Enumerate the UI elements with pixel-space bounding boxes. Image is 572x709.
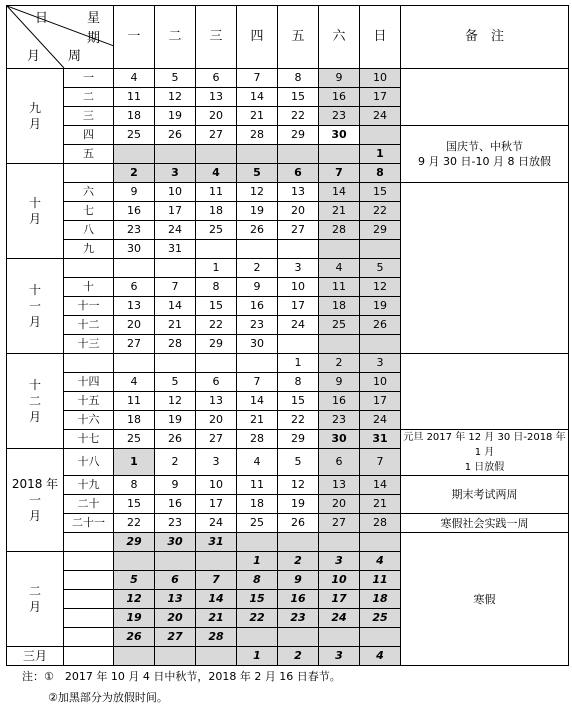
table-row	[7, 533, 569, 552]
date-cell: 29	[196, 335, 237, 354]
date-cell: 28	[237, 126, 278, 145]
date-cell: 10	[196, 476, 237, 495]
date-cell: 13	[278, 183, 319, 202]
date-cell	[360, 533, 401, 552]
date-cell	[196, 240, 237, 259]
date-cell: 16	[114, 202, 155, 221]
remark-header: 备 注	[401, 6, 569, 69]
date-cell: 27	[196, 430, 237, 449]
week-label	[64, 533, 114, 552]
date-cell: 28	[196, 628, 237, 647]
date-cell: 1	[237, 552, 278, 571]
date-cell: 8	[114, 476, 155, 495]
month-label-jan: 2018 年 一 月	[7, 449, 64, 552]
remark-cell	[401, 183, 569, 354]
week-label: 十九	[64, 476, 114, 495]
date-cell: 18	[237, 495, 278, 514]
date-cell: 27	[319, 514, 360, 533]
date-cell	[319, 628, 360, 647]
date-cell: 12	[237, 183, 278, 202]
date-cell: 19	[114, 609, 155, 628]
date-cell: 24	[155, 221, 196, 240]
date-cell: 14	[237, 392, 278, 411]
date-cell: 17	[360, 88, 401, 107]
date-cell: 29	[114, 533, 155, 552]
date-cell: 25	[114, 126, 155, 145]
day-header-mon: 一	[114, 6, 155, 69]
date-cell: 8	[237, 571, 278, 590]
date-cell: 17	[319, 590, 360, 609]
date-cell: 20	[319, 495, 360, 514]
date-cell: 16	[155, 495, 196, 514]
date-cell: 9	[319, 373, 360, 392]
date-cell: 17	[155, 202, 196, 221]
date-cell: 8	[278, 373, 319, 392]
date-cell	[319, 335, 360, 354]
remark-national-day: 国庆节、中秋节 9 月 30 日-10 月 8 日放假	[401, 126, 569, 183]
week-label	[64, 164, 114, 183]
day-header-fri: 五	[278, 6, 319, 69]
date-cell: 25	[237, 514, 278, 533]
date-cell: 15	[196, 297, 237, 316]
date-cell: 2	[319, 354, 360, 373]
week-label	[64, 552, 114, 571]
date-cell: 15	[278, 392, 319, 411]
date-cell: 3	[196, 449, 237, 476]
date-cell: 27	[155, 628, 196, 647]
date-cell: 22	[114, 514, 155, 533]
date-cell	[155, 354, 196, 373]
date-cell: 9	[237, 278, 278, 297]
date-cell: 23	[155, 514, 196, 533]
date-cell: 30	[319, 430, 360, 449]
date-cell	[155, 145, 196, 164]
date-cell: 4	[360, 552, 401, 571]
remark-cell	[401, 354, 569, 430]
school-calendar-table	[6, 5, 569, 666]
date-cell: 21	[196, 609, 237, 628]
week-label: 九	[64, 240, 114, 259]
date-cell: 17	[360, 392, 401, 411]
date-cell: 14	[319, 183, 360, 202]
month-label-mar: 三月	[7, 647, 64, 666]
date-cell: 29	[278, 126, 319, 145]
date-cell	[196, 647, 237, 666]
date-cell: 13	[196, 88, 237, 107]
date-cell: 5	[155, 69, 196, 88]
date-cell	[155, 552, 196, 571]
date-cell: 1	[237, 647, 278, 666]
date-cell: 16	[278, 590, 319, 609]
date-cell: 6	[196, 69, 237, 88]
table-row	[7, 476, 569, 495]
day-header-sat: 六	[319, 6, 360, 69]
date-cell: 19	[155, 107, 196, 126]
date-cell: 5	[237, 164, 278, 183]
date-cell: 21	[237, 411, 278, 430]
date-cell	[114, 145, 155, 164]
date-cell: 26	[360, 316, 401, 335]
footnote-line-2: ②加黑部分为放假时间。	[48, 691, 168, 704]
date-cell: 21	[237, 107, 278, 126]
date-cell: 11	[196, 183, 237, 202]
date-cell: 22	[237, 609, 278, 628]
date-cell	[360, 335, 401, 354]
date-cell: 21	[319, 202, 360, 221]
week-label: 十七	[64, 430, 114, 449]
date-cell: 7	[196, 571, 237, 590]
date-cell: 3	[278, 259, 319, 278]
week-label: 十三	[64, 335, 114, 354]
date-cell: 2	[114, 164, 155, 183]
date-cell: 28	[360, 514, 401, 533]
week-label	[64, 354, 114, 373]
date-cell: 23	[114, 221, 155, 240]
table-row	[7, 126, 569, 145]
date-cell: 13	[155, 590, 196, 609]
date-cell: 21	[155, 316, 196, 335]
date-cell: 11	[319, 278, 360, 297]
date-cell: 3	[319, 647, 360, 666]
date-cell	[319, 533, 360, 552]
date-cell: 18	[196, 202, 237, 221]
date-cell: 10	[319, 571, 360, 590]
week-label: 八	[64, 221, 114, 240]
date-cell: 31	[360, 430, 401, 449]
date-cell: 10	[360, 69, 401, 88]
date-cell: 15	[237, 590, 278, 609]
week-label	[64, 590, 114, 609]
date-cell: 12	[155, 88, 196, 107]
date-cell: 25	[319, 316, 360, 335]
remark-practice: 寒假社会实践一周	[401, 514, 569, 533]
date-cell	[196, 145, 237, 164]
day-header-sun: 日	[360, 6, 401, 69]
date-cell: 4	[114, 373, 155, 392]
week-label: 二	[64, 88, 114, 107]
date-cell	[278, 145, 319, 164]
date-cell: 27	[114, 335, 155, 354]
footnote-line-1: 注：① 2017 年 10 月 4 日中秋节，2018 年 2 月 16 日春节。	[22, 670, 341, 683]
date-cell: 5	[278, 449, 319, 476]
date-cell: 10	[278, 278, 319, 297]
date-cell: 1	[278, 354, 319, 373]
week-label: 五	[64, 145, 114, 164]
date-cell: 24	[360, 411, 401, 430]
date-cell: 9	[114, 183, 155, 202]
date-cell: 1	[360, 145, 401, 164]
date-cell: 14	[196, 590, 237, 609]
table-row	[7, 514, 569, 533]
date-cell: 30	[114, 240, 155, 259]
date-cell: 19	[278, 495, 319, 514]
date-cell: 26	[114, 628, 155, 647]
date-cell: 26	[155, 126, 196, 145]
week-label: 十六	[64, 411, 114, 430]
week-label	[64, 571, 114, 590]
date-cell	[319, 145, 360, 164]
date-cell: 6	[155, 571, 196, 590]
date-cell: 26	[278, 514, 319, 533]
week-label: 二十	[64, 495, 114, 514]
date-cell: 1	[114, 449, 155, 476]
date-cell	[155, 259, 196, 278]
date-cell: 14	[360, 476, 401, 495]
week-label: 一	[64, 69, 114, 88]
date-cell: 24	[196, 514, 237, 533]
month-label-oct: 十 月	[7, 164, 64, 259]
date-cell: 4	[237, 449, 278, 476]
date-cell: 29	[360, 221, 401, 240]
table-row	[7, 183, 569, 202]
date-cell: 23	[278, 609, 319, 628]
header-row	[7, 6, 569, 69]
date-cell: 9	[319, 69, 360, 88]
date-cell: 20	[114, 316, 155, 335]
date-cell: 15	[278, 88, 319, 107]
week-label: 二十一	[64, 514, 114, 533]
date-cell	[155, 647, 196, 666]
date-cell: 23	[319, 411, 360, 430]
date-cell	[278, 533, 319, 552]
date-cell: 11	[114, 88, 155, 107]
date-cell: 17	[278, 297, 319, 316]
date-cell	[237, 628, 278, 647]
date-cell: 15	[114, 495, 155, 514]
day-header-wed: 三	[196, 6, 237, 69]
date-cell: 13	[196, 392, 237, 411]
date-cell	[114, 259, 155, 278]
date-cell: 25	[360, 609, 401, 628]
date-cell: 12	[278, 476, 319, 495]
date-cell: 5	[114, 571, 155, 590]
date-cell: 11	[114, 392, 155, 411]
week-label: 三	[64, 107, 114, 126]
date-cell: 30	[237, 335, 278, 354]
date-cell	[196, 552, 237, 571]
date-cell: 8	[196, 278, 237, 297]
date-cell: 31	[196, 533, 237, 552]
date-cell	[360, 126, 401, 145]
date-cell: 26	[237, 221, 278, 240]
date-cell: 14	[155, 297, 196, 316]
date-cell: 23	[237, 316, 278, 335]
week-label: 七	[64, 202, 114, 221]
date-cell: 6	[114, 278, 155, 297]
week-label: 六	[64, 183, 114, 202]
date-cell	[360, 240, 401, 259]
date-cell: 13	[319, 476, 360, 495]
date-cell: 9	[155, 476, 196, 495]
date-cell: 10	[155, 183, 196, 202]
date-cell: 20	[155, 609, 196, 628]
date-cell: 22	[360, 202, 401, 221]
remark-cell	[401, 69, 569, 126]
date-cell: 26	[155, 430, 196, 449]
date-cell: 3	[319, 552, 360, 571]
date-cell: 4	[114, 69, 155, 88]
date-cell: 24	[278, 316, 319, 335]
date-cell: 27	[196, 126, 237, 145]
date-cell: 19	[237, 202, 278, 221]
date-cell: 30	[319, 126, 360, 145]
date-cell: 25	[196, 221, 237, 240]
week-label: 十四	[64, 373, 114, 392]
date-cell: 18	[360, 590, 401, 609]
month-label-sep: 九 月	[7, 69, 64, 164]
date-cell: 5	[155, 373, 196, 392]
date-cell: 9	[278, 571, 319, 590]
date-cell: 13	[114, 297, 155, 316]
date-cell: 18	[114, 107, 155, 126]
date-cell: 11	[360, 571, 401, 590]
table-row	[7, 69, 569, 88]
date-cell: 18	[114, 411, 155, 430]
date-cell: 30	[155, 533, 196, 552]
date-cell: 28	[319, 221, 360, 240]
week-label	[64, 609, 114, 628]
date-cell: 11	[237, 476, 278, 495]
month-label-nov: 十 一 月	[7, 259, 64, 354]
date-cell: 7	[360, 449, 401, 476]
date-cell: 10	[360, 373, 401, 392]
date-cell: 6	[319, 449, 360, 476]
date-cell: 27	[278, 221, 319, 240]
date-cell: 16	[319, 392, 360, 411]
date-cell: 28	[155, 335, 196, 354]
date-cell: 29	[278, 430, 319, 449]
date-cell: 24	[360, 107, 401, 126]
date-cell: 8	[278, 69, 319, 88]
date-cell: 3	[360, 354, 401, 373]
date-cell	[278, 628, 319, 647]
date-cell: 31	[155, 240, 196, 259]
date-cell: 7	[237, 69, 278, 88]
corner-label-zhou: 周	[68, 49, 82, 64]
week-label: 十八	[64, 449, 114, 476]
date-cell	[196, 354, 237, 373]
date-cell: 18	[319, 297, 360, 316]
date-cell	[114, 647, 155, 666]
date-cell: 4	[319, 259, 360, 278]
date-cell	[278, 240, 319, 259]
month-label-dec: 十 二 月	[7, 354, 64, 449]
week-label: 十一	[64, 297, 114, 316]
date-cell: 5	[360, 259, 401, 278]
date-cell: 1	[196, 259, 237, 278]
day-header-tue: 二	[155, 6, 196, 69]
date-cell: 7	[237, 373, 278, 392]
date-cell: 2	[237, 259, 278, 278]
remark-new-year: 元旦 2017 年 12 月 30 日-2018 年 1 月 1 日放假	[401, 430, 569, 476]
date-cell: 14	[237, 88, 278, 107]
date-cell: 16	[319, 88, 360, 107]
date-cell: 25	[114, 430, 155, 449]
date-cell: 8	[360, 164, 401, 183]
date-cell: 17	[196, 495, 237, 514]
remark-exam: 期末考试两周	[401, 476, 569, 514]
date-cell	[360, 628, 401, 647]
date-cell: 4	[196, 164, 237, 183]
week-label	[64, 259, 114, 278]
corner-label-xing: 星	[87, 11, 101, 26]
date-cell: 21	[360, 495, 401, 514]
date-cell: 24	[319, 609, 360, 628]
date-cell: 6	[196, 373, 237, 392]
week-label	[64, 647, 114, 666]
date-cell: 19	[360, 297, 401, 316]
date-cell: 22	[278, 411, 319, 430]
table-row	[7, 430, 569, 449]
date-cell: 6	[278, 164, 319, 183]
date-cell	[237, 145, 278, 164]
date-cell: 28	[237, 430, 278, 449]
date-cell: 16	[237, 297, 278, 316]
date-cell	[114, 354, 155, 373]
date-cell	[319, 240, 360, 259]
date-cell: 20	[278, 202, 319, 221]
week-label: 十五	[64, 392, 114, 411]
date-cell	[237, 240, 278, 259]
date-cell: 20	[196, 107, 237, 126]
month-label-feb: 二 月	[7, 552, 64, 647]
remark-winter-break: 寒假	[401, 533, 569, 666]
date-cell: 7	[155, 278, 196, 297]
corner-label-qi: 期	[87, 31, 101, 46]
date-cell: 22	[278, 107, 319, 126]
date-cell: 22	[196, 316, 237, 335]
date-cell: 23	[319, 107, 360, 126]
date-cell: 12	[114, 590, 155, 609]
date-cell: 12	[155, 392, 196, 411]
date-cell: 2	[278, 647, 319, 666]
week-label: 十	[64, 278, 114, 297]
date-cell	[278, 335, 319, 354]
day-header-thu: 四	[237, 6, 278, 69]
date-cell: 20	[196, 411, 237, 430]
date-cell: 2	[278, 552, 319, 571]
week-label	[64, 628, 114, 647]
date-cell: 2	[155, 449, 196, 476]
corner-label-ri: 日	[35, 11, 49, 26]
week-label: 十二	[64, 316, 114, 335]
date-cell: 12	[360, 278, 401, 297]
table-row	[7, 354, 569, 373]
date-cell: 3	[155, 164, 196, 183]
date-cell: 19	[155, 411, 196, 430]
week-label: 四	[64, 126, 114, 145]
date-cell: 7	[319, 164, 360, 183]
header-corner-cell	[7, 6, 114, 69]
date-cell: 4	[360, 647, 401, 666]
date-cell: 15	[360, 183, 401, 202]
date-cell	[237, 354, 278, 373]
corner-label-yue: 月	[27, 49, 41, 64]
date-cell	[237, 533, 278, 552]
date-cell	[114, 552, 155, 571]
